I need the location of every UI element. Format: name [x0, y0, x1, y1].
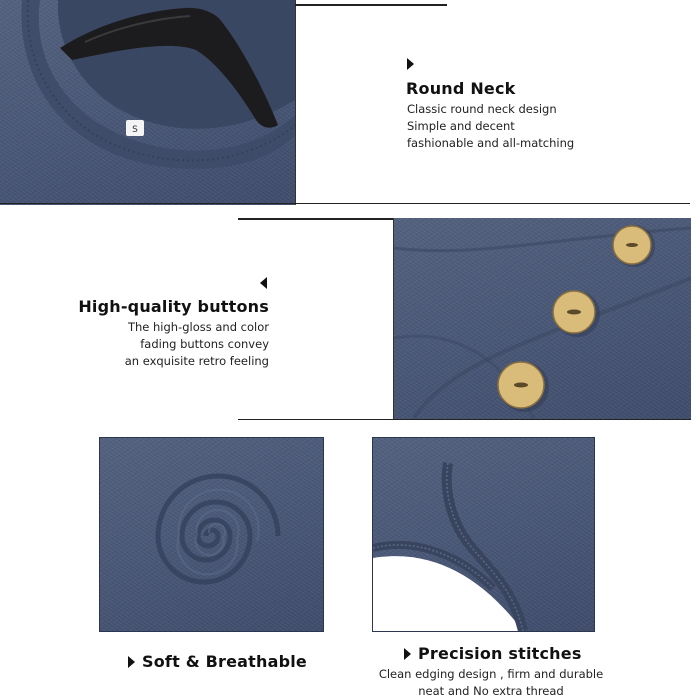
fabric-swirl-photo	[99, 437, 324, 632]
description-line: fashionable and all-matching	[407, 136, 575, 150]
buttons-title: High-quality buttons	[78, 297, 269, 316]
button-icon	[498, 362, 549, 412]
round-neck-photo	[0, 0, 295, 205]
button-icon	[613, 225, 655, 267]
size-tag	[126, 120, 144, 136]
description-line: neat and No extra thread	[418, 684, 564, 698]
round-neck-title: Round Neck	[406, 79, 516, 98]
size-tag-label: S	[132, 125, 138, 135]
fabric-swirl-illustration	[100, 438, 323, 631]
triangle-left-icon	[260, 277, 267, 289]
buttons-illustration	[394, 218, 691, 419]
triangle-right-icon	[128, 656, 135, 668]
description-line: Classic round neck design	[407, 102, 557, 116]
description-line: The high-gloss and color	[127, 320, 269, 334]
buttons-description	[125, 319, 269, 370]
round-neck-illustration	[0, 0, 295, 205]
soft-breathable-label: Soft & Breathable	[142, 652, 307, 671]
divider	[238, 218, 395, 220]
divider	[238, 419, 691, 420]
triangle-right-icon	[404, 648, 411, 660]
stitches-photo	[372, 437, 595, 632]
description-line: an exquisite retro feeling	[124, 354, 269, 368]
description-line: fading buttons convey	[140, 337, 269, 351]
divider	[295, 0, 296, 205]
description-line: Simple and decent	[407, 119, 515, 133]
round-neck-description	[407, 101, 574, 152]
stitches-label: Precision stitches	[418, 644, 582, 663]
triangle-right-icon	[407, 58, 414, 70]
stitches-illustration	[373, 438, 594, 631]
buttons-photo	[394, 218, 691, 419]
soft-breathable-title	[128, 652, 307, 671]
stitches-description	[374, 666, 608, 700]
stitches-title	[404, 644, 582, 663]
description-line: Clean edging design , firm and durable	[378, 667, 604, 681]
divider	[295, 4, 447, 6]
divider	[0, 203, 690, 204]
